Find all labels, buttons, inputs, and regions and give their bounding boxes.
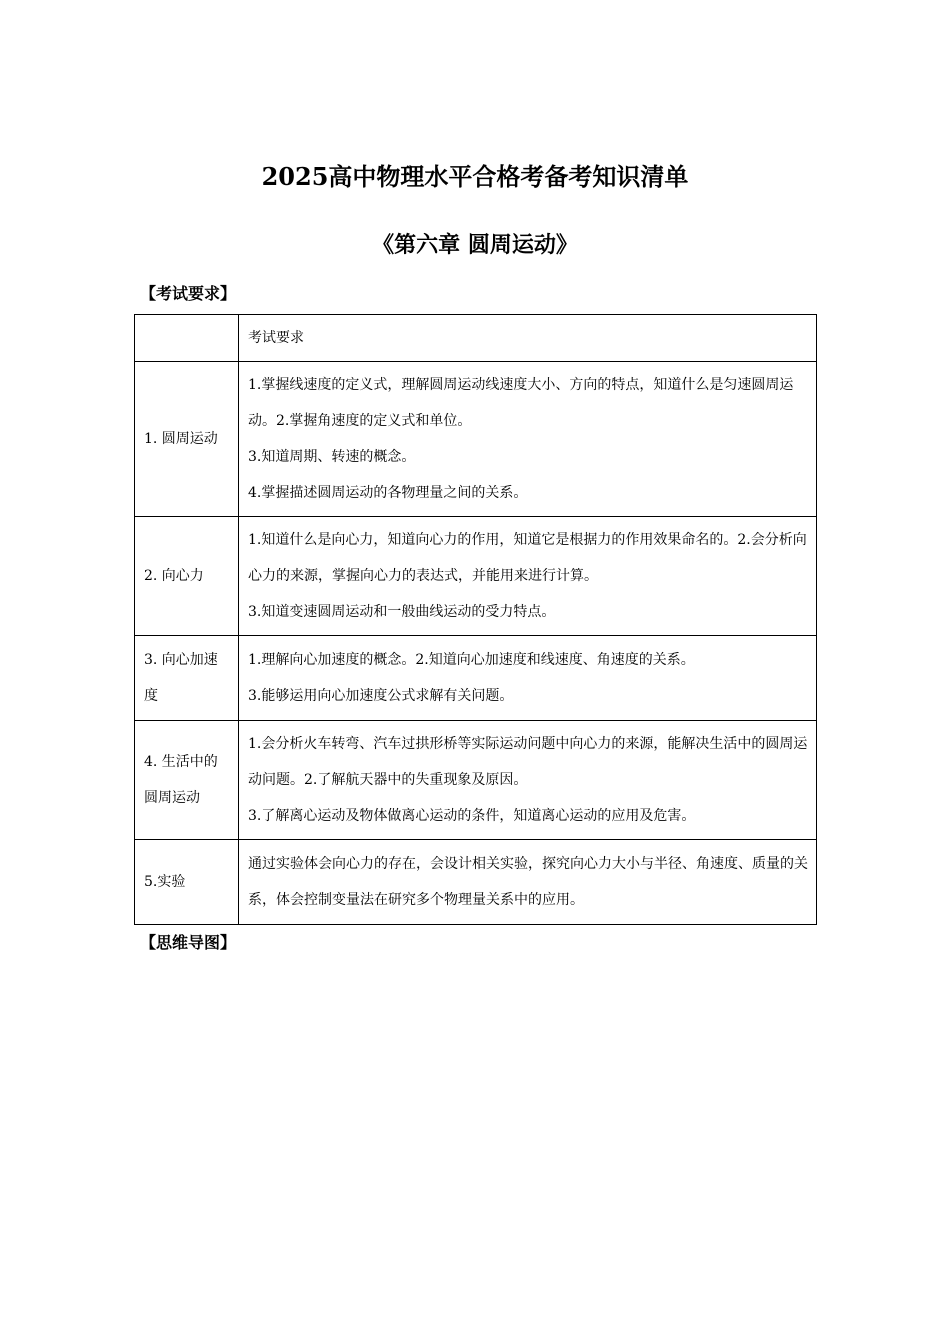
topic-cell: 5.实验: [135, 840, 239, 925]
table-row: [135, 517, 817, 636]
topic-cell: 2. 向心力: [135, 517, 239, 636]
topic-cell: 1. 圆周运动: [135, 362, 239, 517]
table-row: [135, 362, 817, 517]
table-row: [135, 636, 817, 721]
requirements-cell: [239, 721, 817, 840]
header-cell-topic: [135, 315, 239, 362]
table-row: [135, 840, 817, 925]
requirement-line: 1.知道什么是向心力，知道向心力的作用，知道它是根据力的作用效果命名的。2.会分析向心力的来源，掌握向心力的表达式，并能用来进行计算。: [248, 532, 807, 584]
requirement-line: 3.知道变速圆周运动和一般曲线运动的受力特点。: [248, 604, 556, 620]
topic-cell: 4. 生活中的圆周运动: [135, 721, 239, 840]
mind-map-heading: 【思维导图】: [140, 933, 237, 952]
header-cell-requirements: 考试要求: [239, 315, 817, 362]
exam-requirements-table: [134, 314, 817, 925]
exam-requirements-heading: 【考试要求】: [140, 284, 237, 303]
requirements-cell: [239, 362, 817, 517]
topic-cell: 3. 向心加速度: [135, 636, 239, 721]
chapter-subtitle: 《第六章 圆周运动》: [372, 232, 578, 258]
requirements-cell: [239, 517, 817, 636]
table-row: [135, 721, 817, 840]
document-title: 2025高中物理水平合格考备考知识清单: [261, 162, 689, 191]
requirement-line: 通过实验体会向心力的存在，会设计相关实验，探究向心力大小与半径、角速度、质量的关系，体会控制变量法在研究多个物理量关系中的应用。: [248, 856, 808, 908]
requirement-line: 1.会分析火车转弯、汽车过拱形桥等实际运动问题中向心力的来源，能解决生活中的圆周运动问题。2.了解航天器中的失重现象及原因。: [248, 736, 808, 788]
requirement-line: 3.知道周期、转速的概念。: [248, 449, 416, 465]
requirement-line: 3.能够运用向心加速度公式求解有关问题。: [248, 688, 514, 704]
requirements-cell: [239, 636, 817, 721]
table-header-row: [135, 315, 817, 362]
requirement-line: 1.理解向心加速度的概念。2.知道向心加速度和线速度、角速度的关系。: [248, 652, 695, 668]
requirements-cell: [239, 840, 817, 925]
requirement-line: 1.掌握线速度的定义式，理解圆周运动线速度大小、方向的特点，知道什么是匀速圆周运动。2.掌握角速度的定义式和单位。: [248, 377, 794, 429]
requirement-line: 4.掌握描述圆周运动的各物理量之间的关系。: [248, 485, 528, 501]
requirement-line: 3.了解离心运动及物体做离心运动的条件，知道离心运动的应用及危害。: [248, 808, 696, 824]
